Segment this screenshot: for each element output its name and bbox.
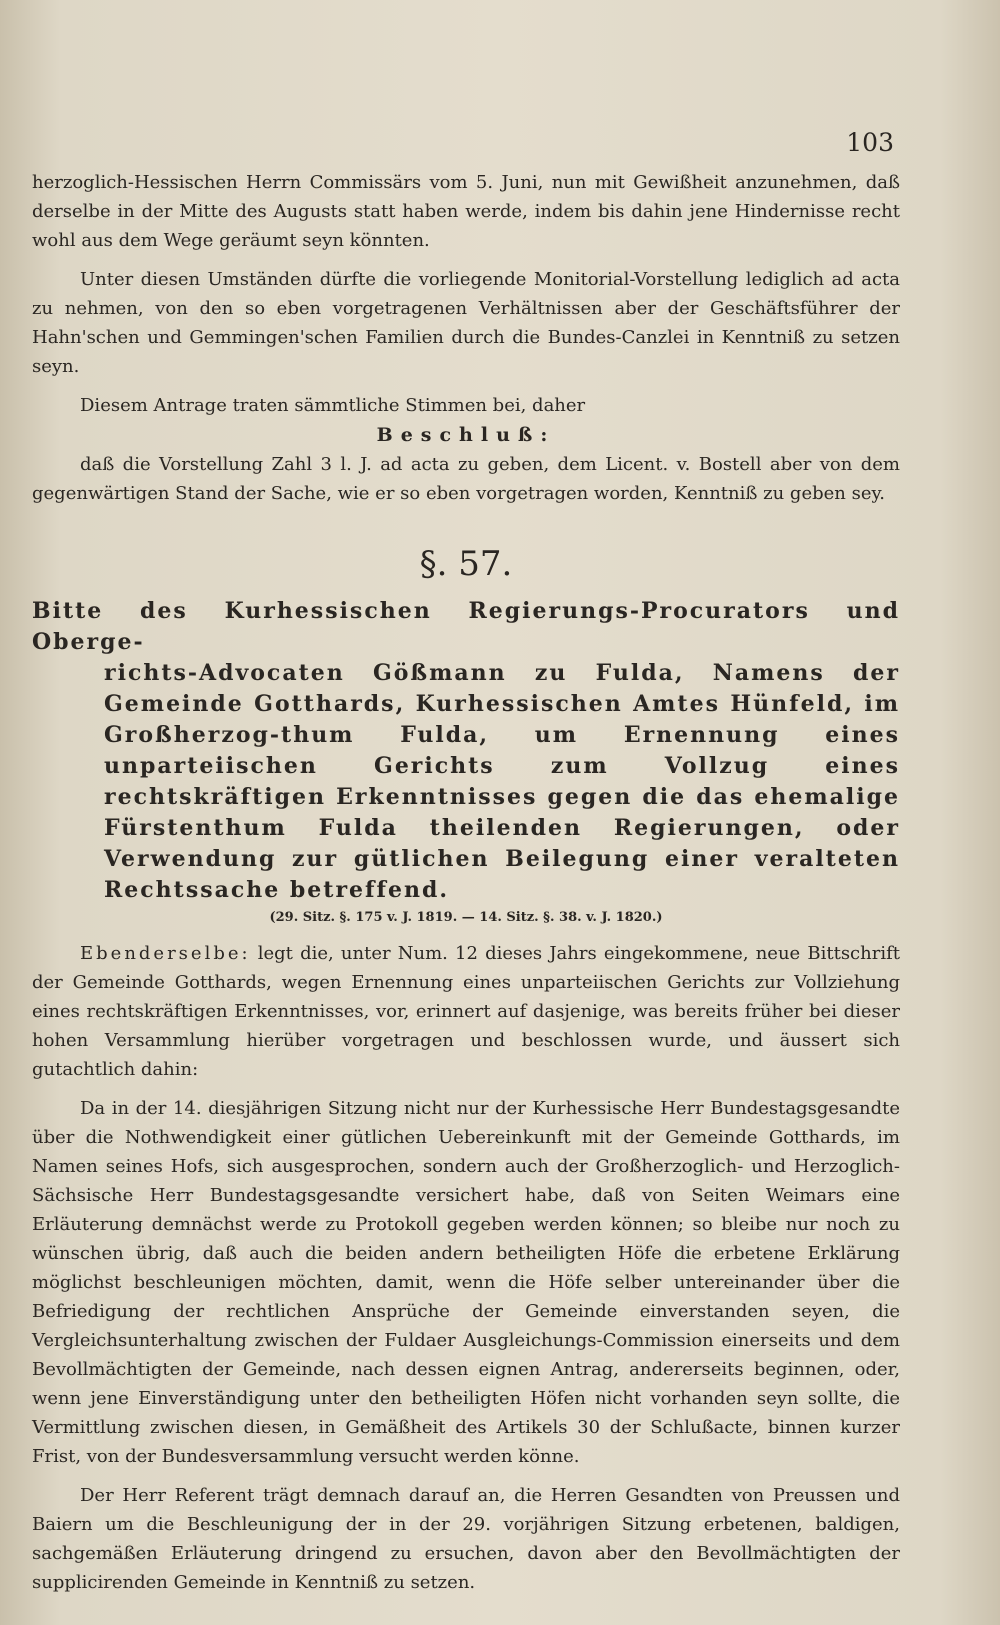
speaker-lead: Ebenderselbe:	[80, 943, 251, 964]
paragraph-referent: Der Herr Referent trägt demnach darauf an, die Herren Gesandten von Preussen und Baiern um die Beschleunigung der in der 29. vorjährigen Sitzung erbetenen, baldigen, sachgemäßen Erläuterung dringend zu ersuchen, davon aber den Bevollmächtigten der supplicirenden Gemeinde in Kenntniß zu setzen.	[32, 1485, 900, 1593]
paragraph-da: Da in der 14. diesjährigen Sitzung nicht nur der Kurhessische Herr Bundestagsgesandte über die Nothwendigkeit einer gütlichen Uebereinkunft mit der Gemeinde Gotthards, im Namen seines Hofs, sich ausgesprochen, sondern auch der Großherzoglich- und Herzoglich-Sächsische Herr Bundestagsgesandte versichert habe, daß von Seiten Weimars eine Erläuterung demnächst werde zu Protokoll gegeben werden können; so bleibe nur noch zu wünschen übrig, daß auch die beiden andern betheiligten Höfe die erbetene Erklärung möglichst beschleunigen möchten, damit, wenn die Höfe selber untereinander über die Befriedigung der rechtlichen Ansprüche der Gemeinde einverstanden seyen, die Vergleichsunterhaltung zwischen der Fuldaer Ausgleichungs-Commission einerseits und dem Bevollmächtigten der Gemeinde, nach dessen eignen Antrag, andererseits beginnen, oder, wenn jene Einverständigung unter den betheiligten Höfen nicht vorhanden seyn sollte, die Vermittlung zwischen diesen, in Gemäßheit des Artikels 30 der Schlußacte, binnen kurzer Frist, von der Bundesversammlung versucht werden könne.	[32, 1098, 900, 1467]
paragraph-ebenderselbe	[32, 939, 900, 1084]
paragraph-vote: Diesem Antrage traten sämmtliche Stimmen bei, daher	[80, 395, 586, 416]
section-number: §. 57.	[419, 544, 513, 584]
citation: (29. Sitz. §. 175 v. J. 1819. — 14. Sitz. §. 38. v. J. 1820.)	[269, 910, 663, 925]
paragraph-proposal: Unter diesen Umständen dürfte die vorliegende Monitorial-Vorstellung lediglich ad acta zu nehmen, von den so eben vorgetragenen Verhältnissen aber der Geschäftsführer der Hahn'schen und Gemmingen'schen Familien durch die Bundes-Canzlei in Kenntniß zu setzen seyn.	[32, 269, 900, 377]
paragraph-continuation: herzoglich-Hessischen Herrn Commissärs vom 5. Juni, nun mit Gewißheit anzunehmen, daß derselbe in der Mitte des Augusts statt haben werde, indem bis dahin jene Hindernisse recht wohl aus dem Wege geräumt seyn könnten.	[32, 172, 900, 251]
beschluss-label: Beschluß:	[376, 424, 556, 446]
beschluss-text: daß die Vorstellung Zahl 3 l. J. ad acta zu geben, dem Licent. v. Bostell aber von dem gegenwärtigen Stand der Sache, wie er so eben vorgetragen worden, Kenntniß zu geben sey.	[32, 454, 900, 504]
section-heading-first-line: Bitte des Kurhessischen Regierungs-Procurators und Oberge-	[32, 598, 900, 655]
section-heading-rest: richts-Advocaten Gößmann zu Fulda, Namens der Gemeinde Gotthards, Kurhessischen Amtes Hünfeld, im Großherzog-thum Fulda, um Ernennung eines unparteiischen Gerichts zum Vollzug eines rechtskräftigen Erkenntnisses gegen die das ehemalige Fürstenthum Fulda theilenden Regierungen, oder Verwendung zur gütlichen Beilegung einer veralteten Rechtssache betreffend.	[104, 660, 900, 903]
page-body	[32, 168, 900, 1597]
section-heading	[32, 596, 900, 906]
paragraph-ebenderselbe-text: legt die, unter Num. 12 dieses Jahrs eingekommene, neue Bittschrift der Gemeinde Gotthards, wegen Ernennung eines unparteiischen Gerichts zur Vollziehung eines rechtskräftigen Erkenntnisses, vor, erinnert auf dasjenige, was bereits früher bei dieser hohen Versammlung hierüber vorgetragen und beschlossen wurde, und äussert sich gutachtlich dahin:	[32, 943, 900, 1080]
page-number: 103	[846, 128, 894, 157]
